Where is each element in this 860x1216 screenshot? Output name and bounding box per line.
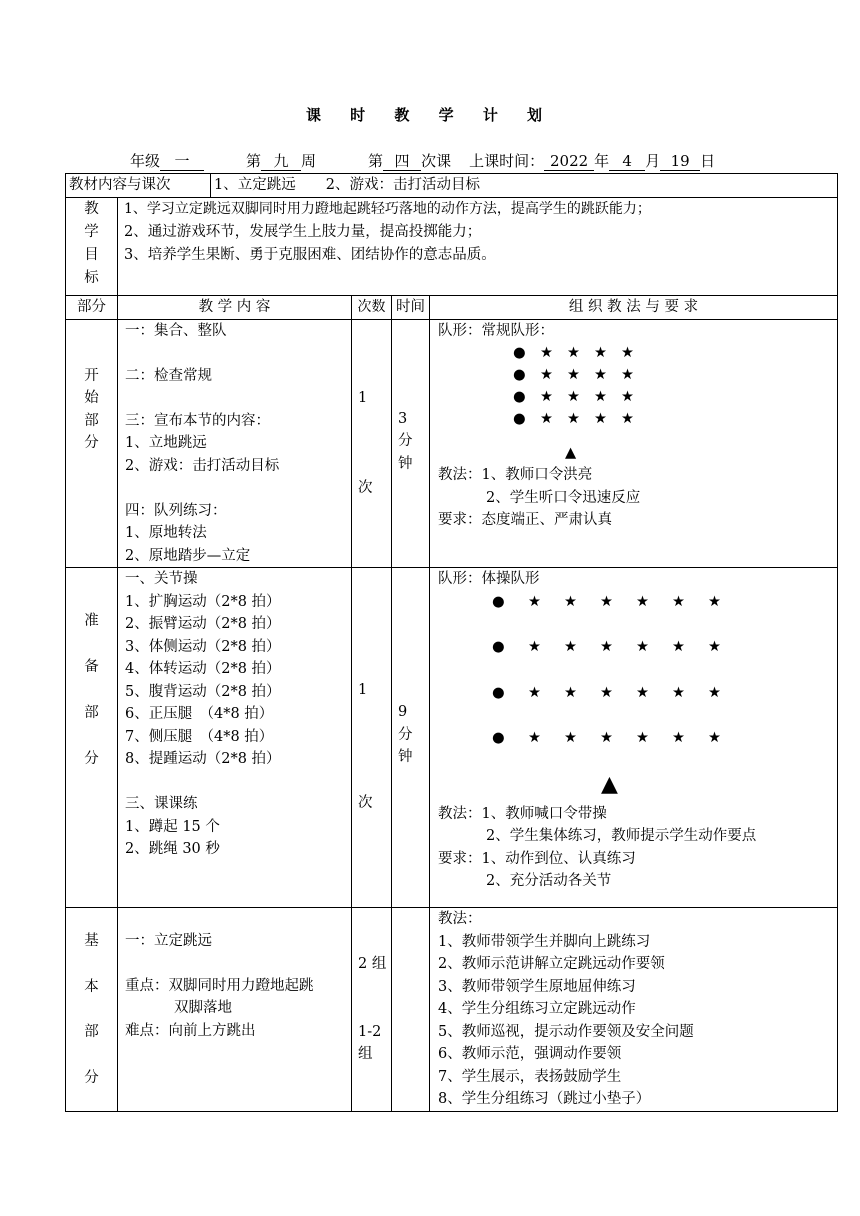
header-part: 部分 bbox=[66, 295, 118, 319]
student-star-icon: ★ bbox=[672, 684, 685, 701]
teacher-marker bbox=[601, 773, 837, 797]
student-star-icon: ★ bbox=[708, 639, 721, 655]
content-row-items bbox=[211, 174, 838, 198]
student-star-icon: ★ bbox=[528, 639, 541, 655]
student-leader-circle-icon: ● bbox=[513, 389, 526, 405]
student-leader-circle-icon: ● bbox=[492, 639, 505, 655]
header-row bbox=[66, 295, 838, 319]
student-star-icon: ★ bbox=[600, 593, 613, 610]
student-star-icon: ★ bbox=[594, 389, 607, 405]
day-unit: 日 bbox=[700, 152, 716, 170]
student-star-icon: ★ bbox=[594, 345, 607, 361]
time-label: 上课时间： bbox=[469, 152, 545, 170]
year-value: 2022 bbox=[544, 153, 594, 171]
page-title: 课 时 教 学 计 划 bbox=[305, 106, 555, 124]
header-content: 教 学 内 容 bbox=[118, 295, 352, 319]
student-star-icon: ★ bbox=[621, 411, 634, 427]
student-star-icon: ★ bbox=[564, 730, 577, 746]
section-warmup-row bbox=[66, 568, 838, 908]
student-star-icon: ★ bbox=[540, 345, 553, 361]
student-leader-circle-icon: ● bbox=[513, 367, 526, 383]
student-star-icon: ★ bbox=[594, 367, 607, 383]
section-warmup-label: 准 备 部 分 bbox=[66, 568, 118, 908]
objectives-row bbox=[66, 197, 838, 295]
formation-row bbox=[492, 682, 837, 705]
section-main-label: 基 本 部 分 bbox=[66, 908, 118, 1112]
header-time: 时间 bbox=[392, 295, 430, 319]
section-main-time bbox=[392, 908, 430, 1112]
section-main-content: 一：立定跳远 重点：双脚同时用力蹬地起跳 双脚落地 难点：向前上方跳出 bbox=[118, 908, 352, 1112]
section-start-row bbox=[66, 319, 838, 568]
section-warmup-method: 队形：体操队形 ● ★ ★ ★ ★ ★ ★ ● ★ ★ ★ ★ ★ ★ ● ★ ★ ★ ★ ★ ★ ● ★ ★ ★ ★ ★ ★ ▲ 教法：1、教师喊口令带操 2、学生集体练习，教师提示学生动作要点 要求：1、动作到位、认真练习 2、充分活动各关节 bbox=[430, 568, 838, 908]
student-star-icon: ★ bbox=[621, 389, 634, 405]
content-row bbox=[66, 174, 838, 198]
section-warmup-content: 一、关节操 1、扩胸运动（2*8 拍） 2、振臂运动（2*8 拍） 3、体侧运动（2*8 拍） 4、体转运动（2*8 拍） 5、腹背运动（2*8 拍） 6、正压腿 （4*8 拍） 7、侧压腿 （4*8 拍） 8、提踵运动（2*8 拍） 三、课课练 1、蹲起 15 个 2、跳绳 30 秒 bbox=[118, 568, 352, 908]
student-star-icon: ★ bbox=[564, 639, 577, 655]
section-start-content: 一：集合、整队 二：检查常规 三：宣布本节的内容： 1、立地跳远 2、游戏：击打活动目标 四：队列练习： 1、原地转法 2、原地踏步—立定 bbox=[118, 319, 352, 568]
section-start-method: 队形：常规队形： ● ★ ★ ★ ★ ● ★ ★ ★ ★ ● ★ ★ ★ ★ ● ★ ★ ★ ★ ▲ 教法：1、教师口令洪亮 2、学生听口令迅速反应 要求：态度端正、严肃认真 bbox=[430, 319, 838, 568]
section-main-method: 教法： 1、教师带领学生并脚向上跳练习 2、教师示范讲解立定跳远动作要领 3、教师带领学生原地屈伸练习 4、学生分组练习立定跳远动作 5、教师巡视，提示动作要领及安全问题 6、教师示范，强调动作要领 7、学生展示，表扬鼓励学生 8、学生分组练习（跳过小垫子） bbox=[430, 908, 838, 1112]
section-start-count: 1 次 bbox=[352, 319, 392, 568]
month-unit: 月 bbox=[645, 152, 661, 170]
section-warmup-count: 1 次 bbox=[352, 568, 392, 908]
student-star-icon: ★ bbox=[594, 411, 607, 427]
lesson-prefix: 第 bbox=[368, 152, 384, 170]
student-star-icon: ★ bbox=[600, 730, 613, 746]
teacher-marker bbox=[565, 442, 837, 464]
student-star-icon: ★ bbox=[600, 639, 613, 655]
content-row-label: 教材内容与课次 bbox=[66, 174, 211, 198]
triangle-icon: ▲ bbox=[565, 445, 577, 461]
section-main-count: 2 组 1-2 组 bbox=[352, 908, 392, 1112]
month-value: 4 bbox=[609, 153, 645, 171]
section-warmup-time: 9 分 钟 bbox=[392, 568, 430, 908]
formation-grid-regular bbox=[513, 342, 837, 430]
lesson-plan-table bbox=[65, 173, 838, 1112]
student-star-icon: ★ bbox=[567, 411, 580, 427]
student-star-icon: ★ bbox=[528, 684, 541, 701]
content-item-1: 1、立定跳远 bbox=[214, 177, 296, 193]
grade-value: 一 bbox=[160, 153, 204, 171]
lesson-suffix: 次课 bbox=[421, 152, 452, 170]
formation-grid-gymnastics bbox=[492, 591, 837, 750]
student-star-icon: ★ bbox=[636, 593, 649, 610]
student-star-icon: ★ bbox=[708, 593, 721, 610]
lesson-info-line bbox=[130, 150, 715, 171]
day-value: 19 bbox=[660, 153, 700, 171]
formation-row bbox=[513, 386, 837, 408]
student-star-icon: ★ bbox=[672, 593, 685, 610]
student-star-icon: ★ bbox=[672, 639, 685, 655]
student-star-icon: ★ bbox=[564, 684, 577, 701]
week-suffix: 周 bbox=[301, 152, 317, 170]
student-star-icon: ★ bbox=[540, 411, 553, 427]
student-star-icon: ★ bbox=[528, 593, 541, 610]
student-star-icon: ★ bbox=[621, 367, 634, 383]
student-leader-circle-icon: ● bbox=[513, 411, 526, 427]
student-star-icon: ★ bbox=[528, 730, 541, 746]
formation-row bbox=[492, 727, 837, 750]
formation-row bbox=[513, 342, 837, 364]
student-star-icon: ★ bbox=[567, 345, 580, 361]
student-leader-circle-icon: ● bbox=[492, 730, 505, 746]
student-star-icon: ★ bbox=[564, 593, 577, 610]
objectives-text: 1、学习立定跳远双脚同时用力蹬地起跳轻巧落地的动作方法，提高学生的跳跃能力； 2、通过游戏环节，发展学生上肢力量，提高投掷能力； 3、培养学生果断、勇于克服困难、团结协作的意志品质。 bbox=[118, 197, 838, 295]
objectives-label: 教 学 目 标 bbox=[66, 197, 118, 295]
week-value: 九 bbox=[261, 153, 301, 171]
section-main-row bbox=[66, 908, 838, 1112]
formation-label: 队形：常规队形： bbox=[438, 322, 554, 339]
content-item-2: 2、游戏：击打活动目标 bbox=[325, 177, 480, 193]
student-star-icon: ★ bbox=[540, 389, 553, 405]
student-star-icon: ★ bbox=[636, 639, 649, 655]
triangle-icon: ▲ bbox=[601, 771, 618, 797]
student-star-icon: ★ bbox=[567, 389, 580, 405]
header-count: 次数 bbox=[352, 295, 392, 319]
student-star-icon: ★ bbox=[636, 730, 649, 746]
student-star-icon: ★ bbox=[600, 684, 613, 701]
week-prefix: 第 bbox=[246, 152, 262, 170]
formation-row bbox=[513, 408, 837, 430]
formation-row bbox=[492, 636, 837, 659]
student-leader-circle-icon: ● bbox=[492, 593, 505, 610]
student-star-icon: ★ bbox=[708, 730, 721, 746]
section-start-time: 3 分 钟 bbox=[392, 319, 430, 568]
student-star-icon: ★ bbox=[708, 684, 721, 701]
student-star-icon: ★ bbox=[636, 684, 649, 701]
year-unit: 年 bbox=[594, 152, 610, 170]
lesson-value: 四 bbox=[383, 153, 421, 171]
student-leader-circle-icon: ● bbox=[492, 684, 505, 701]
formation-row bbox=[513, 364, 837, 386]
formation-label: 队形：体操队形 bbox=[438, 571, 540, 587]
grade-label: 年级 bbox=[130, 152, 161, 170]
student-star-icon: ★ bbox=[567, 367, 580, 383]
student-star-icon: ★ bbox=[672, 730, 685, 746]
header-method: 组 织 教 法 与 要 求 bbox=[430, 295, 838, 319]
student-star-icon: ★ bbox=[540, 367, 553, 383]
student-star-icon: ★ bbox=[621, 345, 634, 361]
student-leader-circle-icon: ● bbox=[513, 345, 526, 361]
formation-row bbox=[492, 591, 837, 614]
section-start-label: 开 始 部 分 bbox=[66, 319, 118, 568]
